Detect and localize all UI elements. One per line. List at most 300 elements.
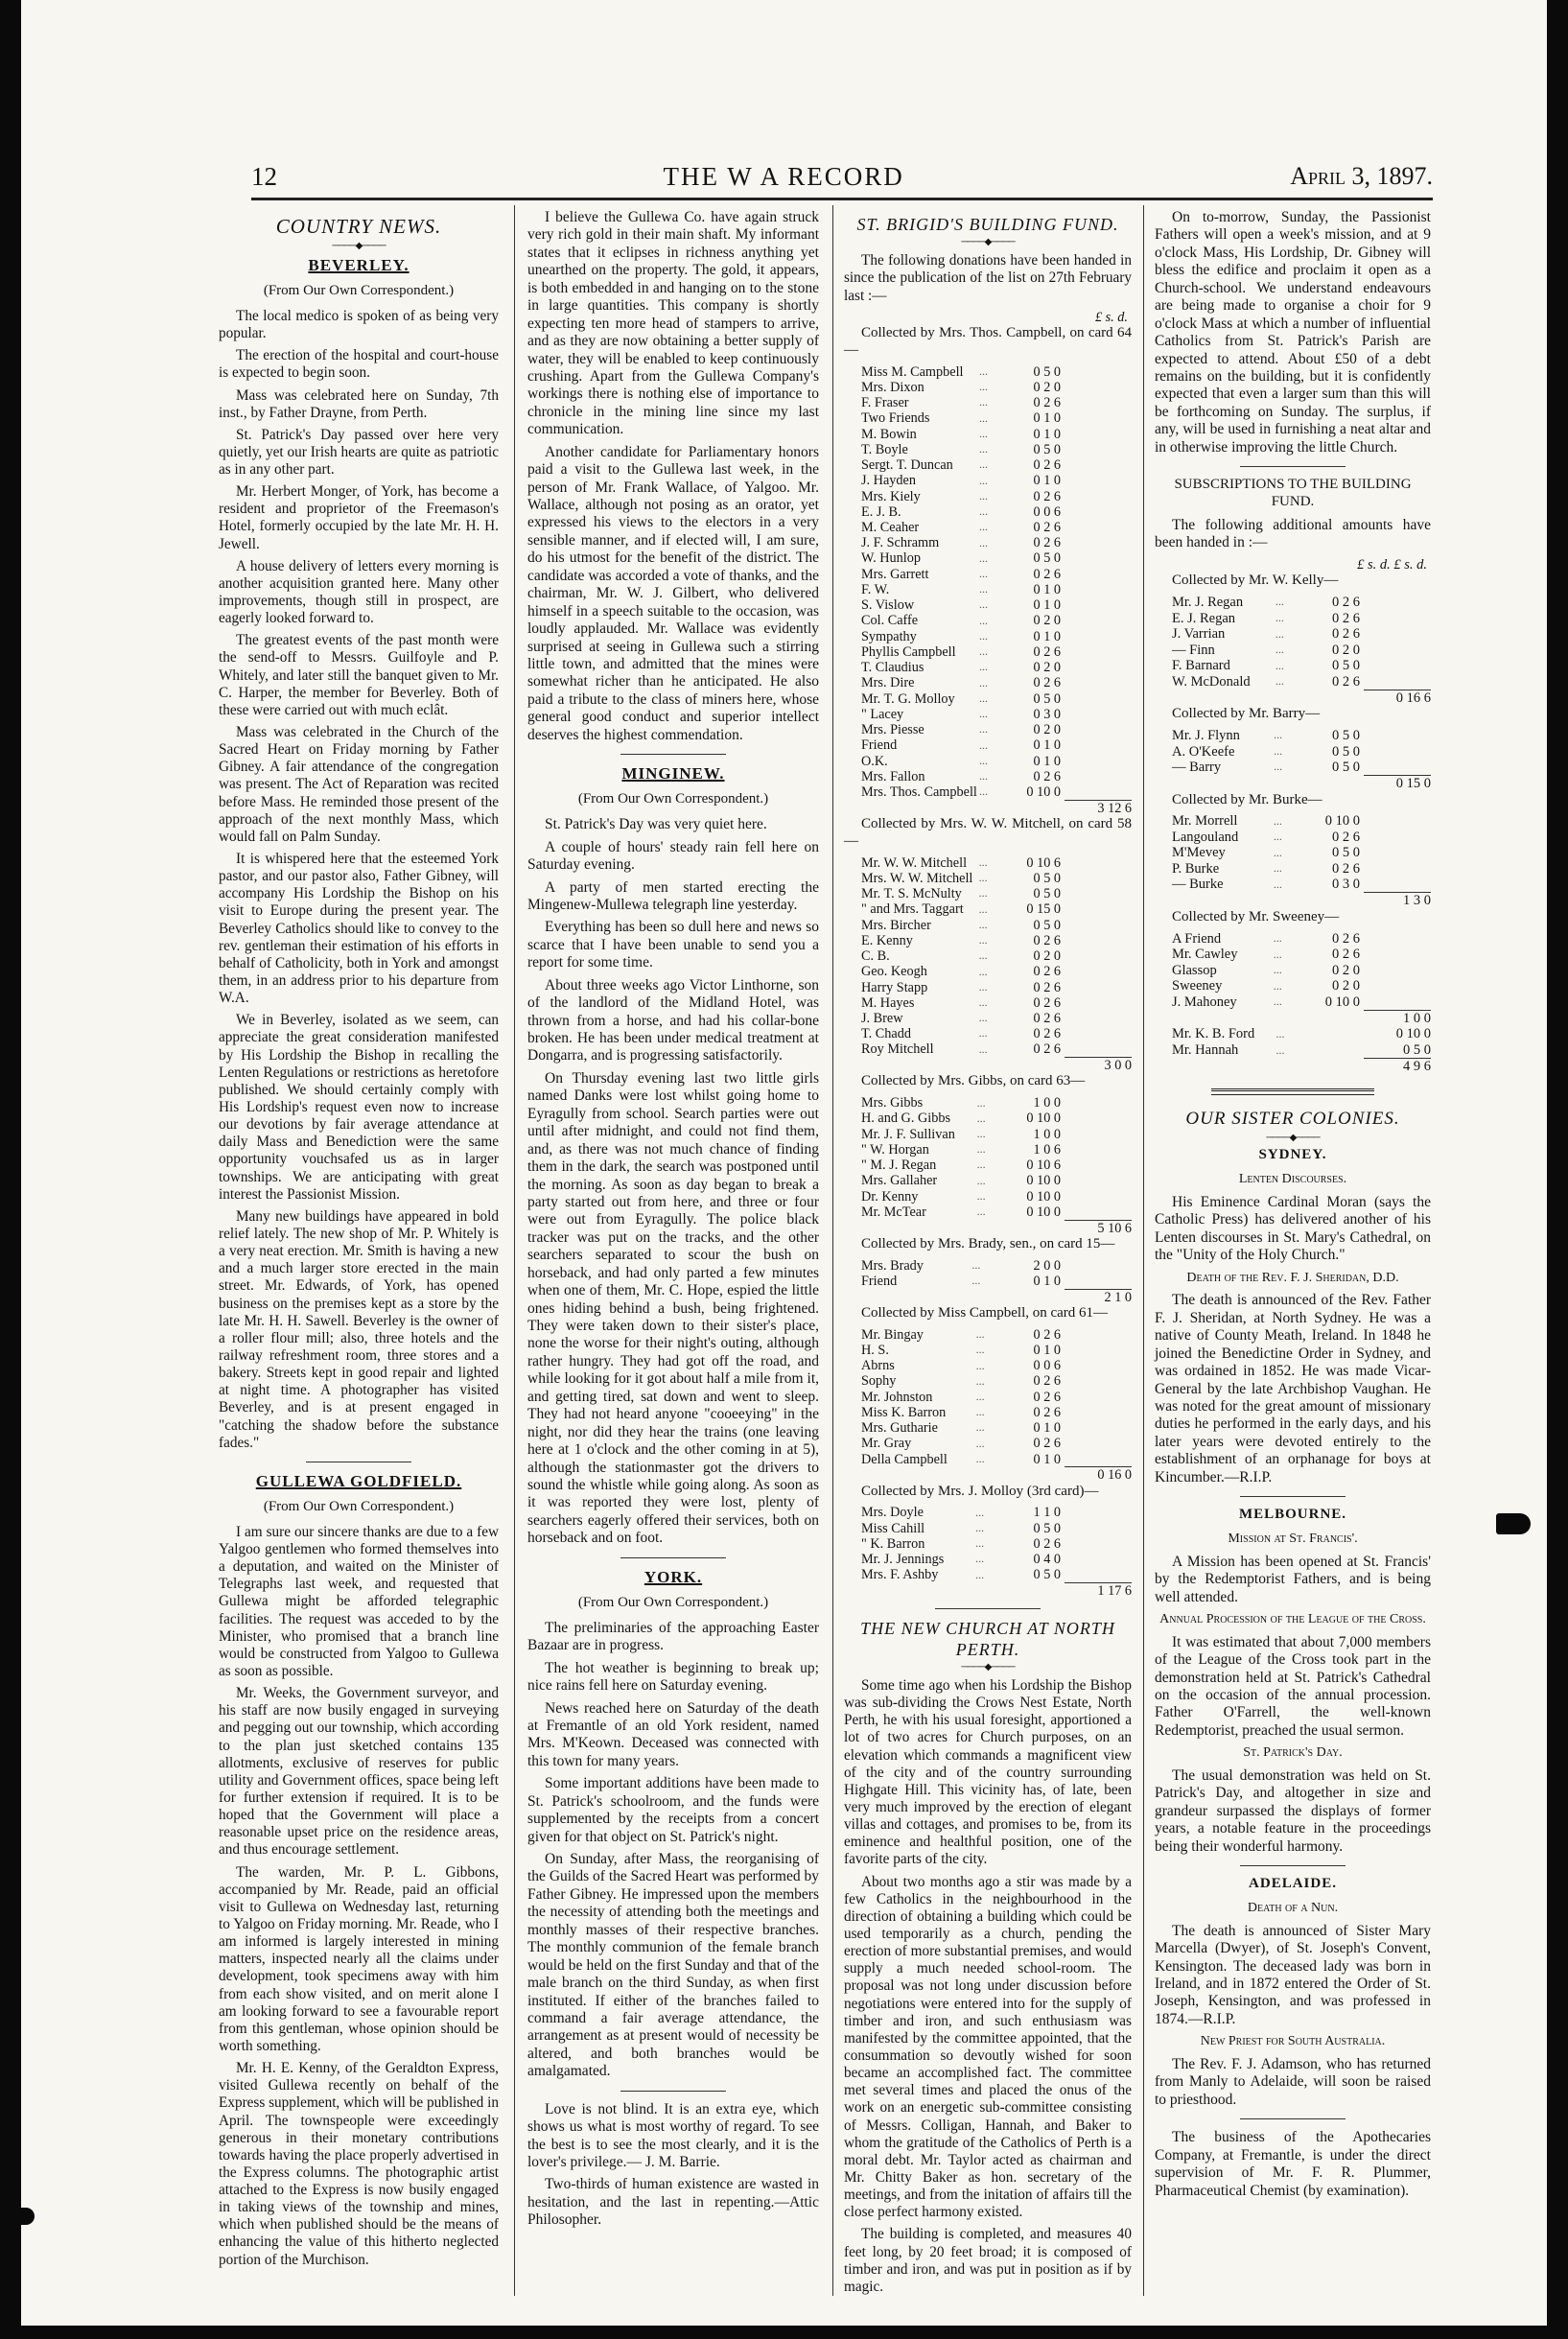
leader-dots: ... <box>1273 994 1282 1009</box>
total-spacer <box>1065 1567 1132 1582</box>
total-row <box>1155 690 1431 706</box>
donor-row <box>844 660 1132 675</box>
donor-name: Col. Caffe <box>861 613 919 629</box>
leader-dots: ... <box>978 675 988 690</box>
donor-row <box>844 1173 1132 1188</box>
leader-dots: ... <box>978 395 988 409</box>
donor-row <box>1155 947 1431 963</box>
collection-heading: Collected by Mr. Burke— <box>1172 791 1322 807</box>
currency-header: £ s. d. £ s. d. <box>1357 556 1427 573</box>
total-spacer <box>1065 1095 1132 1111</box>
total-spacer <box>977 800 990 816</box>
total-spacer <box>1155 1059 1274 1075</box>
city-title: SYDNEY. <box>1258 1147 1327 1163</box>
donor-row <box>844 1567 1132 1582</box>
column-rule <box>514 205 515 2296</box>
total-spacer <box>1065 1552 1132 1567</box>
donation-amount: 0 2 6 <box>1033 675 1061 691</box>
donor-row <box>844 1343 1132 1358</box>
total-spacer <box>1065 707 1132 722</box>
donor-name: Miss Cahill <box>861 1520 925 1536</box>
donation-amount: 0 10 0 <box>1026 1173 1061 1189</box>
total-spacer <box>1065 1011 1132 1026</box>
donor-row <box>844 567 1132 582</box>
donation-amount: 0 5 0 <box>1033 690 1061 707</box>
leader-dots: ... <box>1275 595 1284 609</box>
paragraph: Mr. H. E. Kenny, of the Geraldton Express, visited Gullewa recently on behalf of the Express supplement, which will be published in April. The townspeople were exceedingly generous in their monetary contributions towards having the place properly advertised in the Express columns. The photographic artist attached to the Express is now busily engaged in taking views of the township and mines, which when published should be the means of enhancing the value of this hitherto neglected portion of the Murchison. <box>219 2060 499 2268</box>
donor-row <box>844 886 1132 901</box>
donor-name: Mrs. Gibbs <box>861 1095 924 1111</box>
donor-row <box>844 457 1132 473</box>
collection-table <box>1155 813 1431 909</box>
donation-amount: 0 10 6 <box>1026 1158 1061 1174</box>
donation-amount: 1 0 6 <box>1033 1141 1061 1158</box>
leader-dots: ... <box>978 995 988 1010</box>
donation-amount: 0 3 0 <box>1332 877 1360 893</box>
leader-dots: ... <box>1273 877 1282 891</box>
leader-dots: ... <box>978 426 988 440</box>
donation-amount: 0 2 6 <box>1033 1404 1061 1420</box>
total-spacer <box>1065 933 1132 948</box>
donor-name: Mrs. Dire <box>861 675 915 691</box>
extra-donations <box>1155 1026 1431 1075</box>
total-spacer <box>1065 1390 1132 1405</box>
total-row <box>1155 1010 1431 1026</box>
donor-row <box>1155 643 1431 659</box>
donation-amount: 0 2 6 <box>1033 395 1061 411</box>
double-rule <box>1211 1088 1374 1095</box>
column-3 <box>844 209 1132 2301</box>
total-spacer <box>1065 504 1132 520</box>
donor-name: J. Brew <box>861 1010 903 1026</box>
donor-row <box>844 1158 1132 1173</box>
total-spacer <box>1065 980 1132 995</box>
byline: (From Our Own Correspondent.) <box>577 791 769 807</box>
divider <box>1240 1865 1346 1866</box>
leader-dots: ... <box>975 1451 985 1465</box>
leader-dots: ... <box>978 886 988 901</box>
donor-row <box>844 918 1132 933</box>
leader-dots: ... <box>1273 861 1282 876</box>
leader-dots: ... <box>978 363 988 378</box>
donor-row <box>844 754 1132 769</box>
donation-amount: 0 5 0 <box>1332 658 1360 674</box>
donor-row <box>1155 595 1431 611</box>
collection-heading: Collected by Mrs. J. Molloy (3rd card)— <box>861 1483 1099 1499</box>
donation-amount: 0 1 0 <box>1033 737 1061 754</box>
donation-amount: 0 2 0 <box>1332 642 1360 658</box>
newspaper-title: THE W A RECORD <box>663 161 904 191</box>
leader-dots: ... <box>971 1257 981 1272</box>
donor-name: M. Hayes <box>861 994 915 1011</box>
total-spacer <box>1065 660 1132 675</box>
total-spacer <box>844 1583 973 1600</box>
donor-name: — Finn <box>1172 642 1215 658</box>
leader-dots: ... <box>978 550 988 565</box>
total-spacer <box>1065 769 1132 784</box>
ornament-divider <box>1155 1133 1431 1144</box>
total-spacer <box>1065 948 1132 964</box>
donation-amount: 0 5 0 <box>1033 1567 1061 1583</box>
total-spacer <box>1364 963 1431 979</box>
total-spacer <box>1065 1420 1132 1436</box>
donation-amount: 0 2 6 <box>1332 947 1360 963</box>
total-spacer <box>1065 613 1132 628</box>
donor-row <box>844 769 1132 784</box>
leader-dots: ... <box>978 690 988 705</box>
donor-name: Mr. Cawley <box>1172 947 1238 963</box>
quotation: Two-thirds of human existence are wasted in hesitation, and the last in repenting.—Attic Philosopher. <box>527 2176 819 2229</box>
paragraph: Some important additions have been made to St. Patrick's schoolroom, and the funds were supplemented by the receipts from a concert given for that object on St. Patrick's night. <box>527 1775 819 1845</box>
donation-amount: 0 10 0 <box>1026 784 1061 800</box>
total-spacer <box>1272 1010 1289 1026</box>
subheading: Death of a Nun. <box>1247 1900 1339 1915</box>
article-title: THE NEW CHURCH AT NORTH PERTH. <box>860 1619 1115 1659</box>
article-title: YORK. <box>644 1567 703 1586</box>
leader-dots: ... <box>978 380 988 394</box>
donation-amount: 0 5 0 <box>1033 441 1061 457</box>
donor-row <box>1155 744 1431 760</box>
donor-name: T. Chadd <box>861 1026 911 1042</box>
mission-paragraph: On to-morrow, Sunday, the Passionist Fathers will open a week's mission, and at 9 o'clock Mass, His Lordship, Dr. Gibney will bless the edifice and proclaim it open as a Church-school. We understand endeavours are being made to organise a choir for 9 o'clock Mass at which a number of influential Catholics from St. Patrick's Parish are expected to attend. About £50 of a debt remains on the building, but it is confidently expected that even a larger sum than this will be forthcoming on Sunday. The surplus, if any, will be used in furnishing a neat altar and in otherwise improving the little Church. <box>1155 209 1431 456</box>
paragraph: A couple of hours' steady rain fell here on Saturday evening. <box>527 838 819 874</box>
donor-row <box>1155 611 1431 627</box>
total-spacer <box>1065 582 1132 597</box>
divider <box>620 754 726 755</box>
donor-row <box>1155 1042 1431 1059</box>
donor-name: Mr. Bingay <box>861 1326 924 1343</box>
donation-amount: 0 2 0 <box>1033 722 1061 738</box>
city-title: ADELAIDE. <box>1249 1876 1337 1892</box>
paragraph: The preliminaries of the approaching Easter Bazaar are in progress. <box>527 1619 819 1654</box>
donor-name: Mrs. Brady <box>861 1257 924 1274</box>
column-1 <box>219 209 499 2274</box>
donor-name: W. McDonald <box>1172 673 1251 690</box>
subscriptions-title: SUBSCRIPTIONS TO THE BUILDING FUND. <box>1174 477 1412 509</box>
news-paragraph: The usual demonstration was held on St. Patrick's Day, and altogether in size and grandeur surpassed the displays of former years, a notable feature in the proceedings being their wonderful harmony. <box>1155 1766 1431 1855</box>
divider <box>1240 1496 1346 1497</box>
total-spacer <box>1065 489 1132 504</box>
donor-name: F. Fraser <box>861 395 909 411</box>
paragraph: Mr. Herbert Monger, of York, has become a resident and proprietor of the Freemason's Hotel, formerly occupied by the late Mr. H. H. Jewell. <box>219 483 499 552</box>
total-spacer <box>1364 626 1431 643</box>
divider <box>935 1608 1041 1609</box>
total-spacer <box>1065 442 1132 457</box>
total-spacer <box>1364 931 1431 947</box>
leader-dots: ... <box>971 1274 981 1288</box>
amount-spacer <box>1289 1026 1364 1042</box>
scan-border-left <box>0 0 21 2339</box>
total-spacer <box>1364 658 1431 674</box>
donation-amount: 0 2 6 <box>1033 1010 1061 1026</box>
leader-dots: ... <box>976 1111 986 1125</box>
donor-row <box>1155 994 1431 1011</box>
leader-dots: ... <box>1274 743 1283 758</box>
leader-dots: ... <box>975 1505 985 1519</box>
leader-dots: ... <box>1275 1042 1285 1057</box>
donor-row <box>844 722 1132 737</box>
donation-amount: 0 2 0 <box>1033 379 1061 395</box>
total-spacer <box>1155 1010 1272 1026</box>
donor-name: Miss K. Barron <box>861 1404 947 1420</box>
total-spacer <box>1065 1274 1132 1289</box>
leader-dots: ... <box>975 1520 985 1534</box>
column-rule <box>1143 205 1144 2296</box>
donation-amount: 0 10 6 <box>1026 854 1061 871</box>
donor-name: Sweeney <box>1172 978 1223 994</box>
donor-name: " Lacey <box>861 706 904 722</box>
column-4 <box>1155 209 1431 2205</box>
byline: (From Our Own Correspondent.) <box>577 1594 769 1610</box>
leader-dots: ... <box>975 1358 985 1372</box>
total-spacer <box>1364 643 1431 659</box>
donor-name: T. Boyle <box>861 441 908 457</box>
total-spacer <box>1274 1059 1289 1075</box>
subheading: Annual Procession of the League of the Cross. <box>1159 1612 1426 1627</box>
total-spacer <box>1065 737 1132 753</box>
leader-dots: ... <box>978 566 988 580</box>
paragraph: On Thursday evening last two little girls named Danks were lost whilst going home to Eyragully from school. Search parties were out until after midnight, and could not find them, and, as there was not much chance of finding them in the dark, the search was postponed until the morning. As soon as day began to break a party started out from here, and three or four were out from Eyragully. The police black tracker was put on the tracks, and the other searchers separated to scour the bush on horseback, and had only parted a few minutes when one of them, Mr. C. Hope, espied the little ones hiding behind a bush, being frightened. They were taken down to their sister's place, none the worse for their night's outing, although rather hungry. They had got off the road, and while looking for it got about half a mile from it, and getting tired, sat down and went to sleep. They had not heard anyone "cooeeying" in the night, nor did they hear the trains (one leaving here at 1 o'clock and the other coming in at 5), although the stationmaster got the drivers to sound the whistle while going along. As soon as it was reported they were lost, plenty of searchers eagerly offered their services, both on horseback and on foot. <box>527 1069 819 1547</box>
total-spacer <box>844 1220 975 1236</box>
donor-name: Mrs. Bircher <box>861 917 931 933</box>
collection-table <box>844 1258 1132 1305</box>
total-spacer <box>1065 1142 1132 1158</box>
donor-row <box>1155 963 1431 979</box>
total-spacer <box>973 1583 990 1600</box>
paragraph: I believe the Gullewa Co. have again struck very rich gold in their main shaft. My informant states that it eclipses in richness anything yet unearthed on the property. The gold, it appears, is both embedded in and hanging on to the stone in large quantities. This company is shortly expecting ten more head of stampers to arrive, and as they are now obtaining a better supply of water, they will be enabled to keep continuously crushing. Apart from the Gullewa Company's workings there is nothing else of importance to chronicle in the mining line since my last communication. <box>527 209 819 438</box>
paragraph: The erection of the hospital and court-house is expected to begin soon. <box>219 347 499 382</box>
total-spacer <box>1065 871 1132 886</box>
leader-dots: ... <box>975 1327 985 1342</box>
leader-dots: ... <box>975 1436 985 1450</box>
donor-row <box>1155 830 1431 846</box>
total-spacer <box>1065 1173 1132 1188</box>
ornament-divider <box>219 241 499 252</box>
donor-row <box>1155 931 1431 947</box>
donor-name: Abrns <box>861 1358 895 1374</box>
donor-name: Glassop <box>1172 962 1217 978</box>
total-row <box>844 800 1132 816</box>
collection-heading: Collected by Mrs. Brady, sen., on card 15— <box>861 1235 1115 1251</box>
donor-row <box>844 427 1132 442</box>
donor-row <box>1155 877 1431 893</box>
donation-amount: 0 2 6 <box>1033 1389 1061 1405</box>
donor-row <box>844 871 1132 886</box>
total-spacer <box>1065 1127 1132 1142</box>
donation-amount: 0 1 0 <box>1033 597 1061 614</box>
leader-dots: ... <box>978 722 988 737</box>
total-row <box>844 1583 1132 1600</box>
total-spacer <box>1065 901 1132 917</box>
leader-dots: ... <box>1273 931 1282 946</box>
total-spacer <box>1065 1521 1132 1536</box>
donor-name: M'Mevey <box>1172 845 1226 861</box>
donation-amount: 0 2 6 <box>1033 488 1061 504</box>
collection-total: 1 0 0 <box>1364 1010 1431 1026</box>
donor-row <box>844 855 1132 871</box>
donation-amount: 0 2 6 <box>1332 930 1360 947</box>
donation-amount: 0 15 0 <box>1026 901 1061 918</box>
donor-name: Mrs. Thos. Campbell <box>861 784 977 800</box>
collection-total: 2 1 0 <box>1065 1289 1132 1305</box>
grand-total-row <box>1155 1059 1431 1075</box>
paragraph: St. Patrick's Day passed over here very quietly, yet our Irish hearts are quite as patriotic as in any other part. <box>219 426 499 479</box>
leader-dots: ... <box>976 1127 986 1140</box>
article-title: GULLEWA GOLDFIELD. <box>255 1471 462 1490</box>
collection-total: 3 0 0 <box>1065 1058 1132 1074</box>
collection-total: 0 15 0 <box>1364 776 1431 792</box>
paragraph: A house delivery of letters every morning is another acquisition granted here. Many other improvements, though still in prospect, are eagerly looked forward to. <box>219 557 499 627</box>
paragraph: The warden, Mr. P. L. Gibbons, accompanied by Mr. Reade, paid an official visit to Gullewa on Wednesday last, returning to Yalgoo on Friday morning. Mr. Reade, who I am informed is largely interested in mining matters, inspected nearly all the claims under development, took specimens away with him from each show visited, and on merit alone I am looking forward to see a favourable report from this gentleman, whose opinion should be worth something. <box>219 1863 499 2054</box>
paragraph: A party of men started erecting the Mingenew-Mullewa telegraph line yesterday. <box>527 878 819 913</box>
donor-row <box>844 442 1132 457</box>
donation-amount: 0 2 6 <box>1033 979 1061 995</box>
total-spacer <box>1065 691 1132 707</box>
leader-dots: ... <box>978 1026 988 1041</box>
leader-dots: ... <box>978 613 988 627</box>
total-spacer <box>1065 567 1132 582</box>
total-spacer <box>1065 1026 1132 1041</box>
donation-amount: 2 0 0 <box>1033 1257 1061 1274</box>
total-spacer <box>1065 457 1132 473</box>
donation-ledger <box>844 310 1132 1600</box>
total-spacer <box>1364 861 1431 877</box>
donation-amount: 0 2 6 <box>1332 829 1360 845</box>
paragraph: We in Beverley, isolated as we seem, can appreciate the great consideration manifested by His Lordship the Bishop in recalling the Lenten Regulations or restrictions as heretofore published. We should certainly comply with His Lordship's request even now to increase our devotions by fair average attendance at daily Mass and Benediction were the same opportunity vouchsafed us as in larger townships. We are anticipating with great interest the Passionist Mission. <box>219 1012 499 1203</box>
collection-total: 0 16 6 <box>1364 690 1431 706</box>
donation-amount: 0 2 6 <box>1332 860 1360 877</box>
donor-row <box>844 504 1132 520</box>
paragraph: On Sunday, after Mass, the reorganising of the Guilds of the Sacred Heart was performed by Father Gibney. He impressed upon the members the necessity of attending both the meetings and monthly masses of their respective branches. The monthly communion of the female branch would be held on the first Sunday and that of the male branch on the third Sunday, as when first instituted. If either of the branches failed to command a fair average attendance, the arrangement as at present would of necessity be altered, and both branches would be amalgamated. <box>527 1851 819 2080</box>
collection-heading: Collected by Mrs. Thos. Campbell, on card 64— <box>844 324 1132 358</box>
total-spacer <box>1272 776 1289 792</box>
leader-dots: ... <box>975 1405 985 1419</box>
collection-heading: Collected by Mr. W. Kelly— <box>1172 573 1339 589</box>
donor-row <box>1155 626 1431 643</box>
donation-amount: 0 10 0 <box>1026 1188 1061 1205</box>
collection-heading: Collected by Mr. Sweeney— <box>1172 909 1340 924</box>
donor-name: P. Burke <box>1172 860 1220 877</box>
total-spacer <box>1155 893 1272 909</box>
leader-dots: ... <box>1274 760 1283 774</box>
donor-name: Mr. J. Flynn <box>1172 728 1240 743</box>
collection-total: 3 12 6 <box>1065 800 1132 816</box>
donor-row <box>844 489 1132 504</box>
donor-row <box>844 1095 1132 1111</box>
paragraph: About three weeks ago Victor Linthorne, son of the landlord of the Midland Hotel, was thrown from a horse, and had his collar-bone broken. He has been under medical treatment at Dongarra, and is progressing satisfactorily. <box>527 976 819 1064</box>
byline: (From Our Own Correspondent.) <box>263 1499 455 1515</box>
donor-name: " W. Horgan <box>861 1141 929 1158</box>
leader-dots: ... <box>1275 610 1284 624</box>
donor-name: A Friend <box>1172 930 1222 947</box>
donor-row <box>844 1505 1132 1520</box>
news-paragraph: A Mission has been opened at St. Francis' by the Redemptorist Fathers, and is being well attended. <box>1155 1553 1431 1605</box>
donor-row <box>844 1127 1132 1142</box>
subheading: Lenten Discourses. <box>1238 1172 1347 1187</box>
donation-amount: 0 1 0 <box>1033 581 1061 597</box>
leader-dots: ... <box>1275 626 1284 641</box>
donor-name: Miss M. Campbell <box>861 363 964 380</box>
leader-dots: ... <box>978 520 988 534</box>
currency-header: £ s. d. <box>1094 309 1128 325</box>
donor-row <box>844 933 1132 948</box>
collection-table <box>844 364 1132 816</box>
donation-amount: 0 2 6 <box>1332 595 1360 611</box>
donation-amount: 0 2 0 <box>1332 962 1360 978</box>
news-paragraph: It was estimated that about 7,000 members of the League of the Cross took part in the demonstration held at St. Patrick's Cathedral on the occasion of the annual procession. Father O'Farrell, the well-known Redemptorist, preached the usual sermon. <box>1155 1633 1431 1739</box>
collection-table <box>844 1505 1132 1599</box>
donation-amount: 0 1 0 <box>1033 1342 1061 1358</box>
donor-row <box>844 1420 1132 1436</box>
paragraph: The greatest events of the past month were the send-off to Messrs. Guilfoyle and P. Whitely, and later still the banquet given to Mr. C. Harper, the member for Beverley. Both of these were carried out with much eclât. <box>219 632 499 718</box>
masthead-rule <box>251 198 1433 200</box>
donor-name: E. J. B. <box>861 503 901 520</box>
donor-name: F. W. <box>861 581 890 597</box>
total-spacer <box>1364 728 1431 744</box>
total-spacer <box>1065 1205 1132 1220</box>
paragraph: News reached here on Saturday of the death at Fremantle of an old York resident, named Mrs. M'Keown. Deceased was connected with this town for many years. <box>527 1699 819 1769</box>
leader-dots: ... <box>978 1011 988 1025</box>
total-spacer <box>1364 978 1431 994</box>
total-spacer <box>1272 893 1289 909</box>
page-number: 12 <box>251 161 277 191</box>
collection-table <box>844 1327 1132 1484</box>
leader-dots: ... <box>978 917 988 931</box>
news-paragraph: His Eminence Cardinal Moran (says the Catholic Press) has delivered another of his Lenten discourses in St. Mary's Cathedral, on the "Unity of the Holy Church." <box>1155 1193 1431 1264</box>
donor-name: Mr. Hannah <box>1172 1042 1239 1059</box>
donor-row <box>844 1358 1132 1373</box>
section-heading: COUNTRY NEWS. <box>275 215 442 238</box>
donor-row <box>844 784 1132 800</box>
donor-name: Mrs. Fallon <box>861 768 925 784</box>
donor-name: H. and G. Gibbs <box>861 1111 951 1127</box>
donation-amount: 1 1 0 <box>1033 1505 1061 1521</box>
total-spacer <box>1289 690 1364 706</box>
total-row <box>844 1289 1132 1305</box>
subscriptions-intro: The following additional amounts have been handed in :— <box>1155 516 1431 551</box>
total-spacer <box>1065 1158 1132 1173</box>
leader-dots: ... <box>976 1095 986 1110</box>
donor-row <box>844 380 1132 395</box>
byline: (From Our Own Correspondent.) <box>263 283 455 299</box>
leader-dots: ... <box>1273 963 1282 977</box>
donor-name: Della Campbell <box>861 1451 948 1467</box>
donation-amount: 0 4 0 <box>1033 1552 1061 1568</box>
total-spacer <box>1065 1111 1132 1126</box>
donation-amount: 0 2 0 <box>1033 660 1061 676</box>
donor-row <box>844 980 1132 995</box>
total-spacer <box>970 1289 990 1305</box>
leader-dots: ... <box>978 871 988 885</box>
donor-row <box>844 1552 1132 1567</box>
donor-row <box>1155 1026 1431 1042</box>
donor-name: E. J. Regan <box>1172 610 1236 626</box>
total-spacer <box>1364 674 1431 690</box>
article-body <box>219 1524 499 2269</box>
donor-name: Mrs. Gallaher <box>861 1173 938 1189</box>
donor-row <box>844 1405 1132 1420</box>
donor-name: F. Barnard <box>1172 658 1230 674</box>
donor-row <box>844 1142 1132 1158</box>
subheading: St. Patrick's Day. <box>1243 1745 1343 1761</box>
total-spacer <box>990 1220 1065 1236</box>
leader-dots: ... <box>975 1420 985 1435</box>
paragraph: The building is completed, and measures 40 feet long, by 20 feet broad; it is composed of timber and iron, and was put in position as if by magic. <box>844 2226 1132 2295</box>
subheading: Mission at St. Francis'. <box>1228 1532 1358 1547</box>
donation-amount: 0 5 0 <box>1403 1041 1431 1058</box>
article-title: MINGINEW. <box>621 764 725 784</box>
total-spacer <box>975 1220 990 1236</box>
